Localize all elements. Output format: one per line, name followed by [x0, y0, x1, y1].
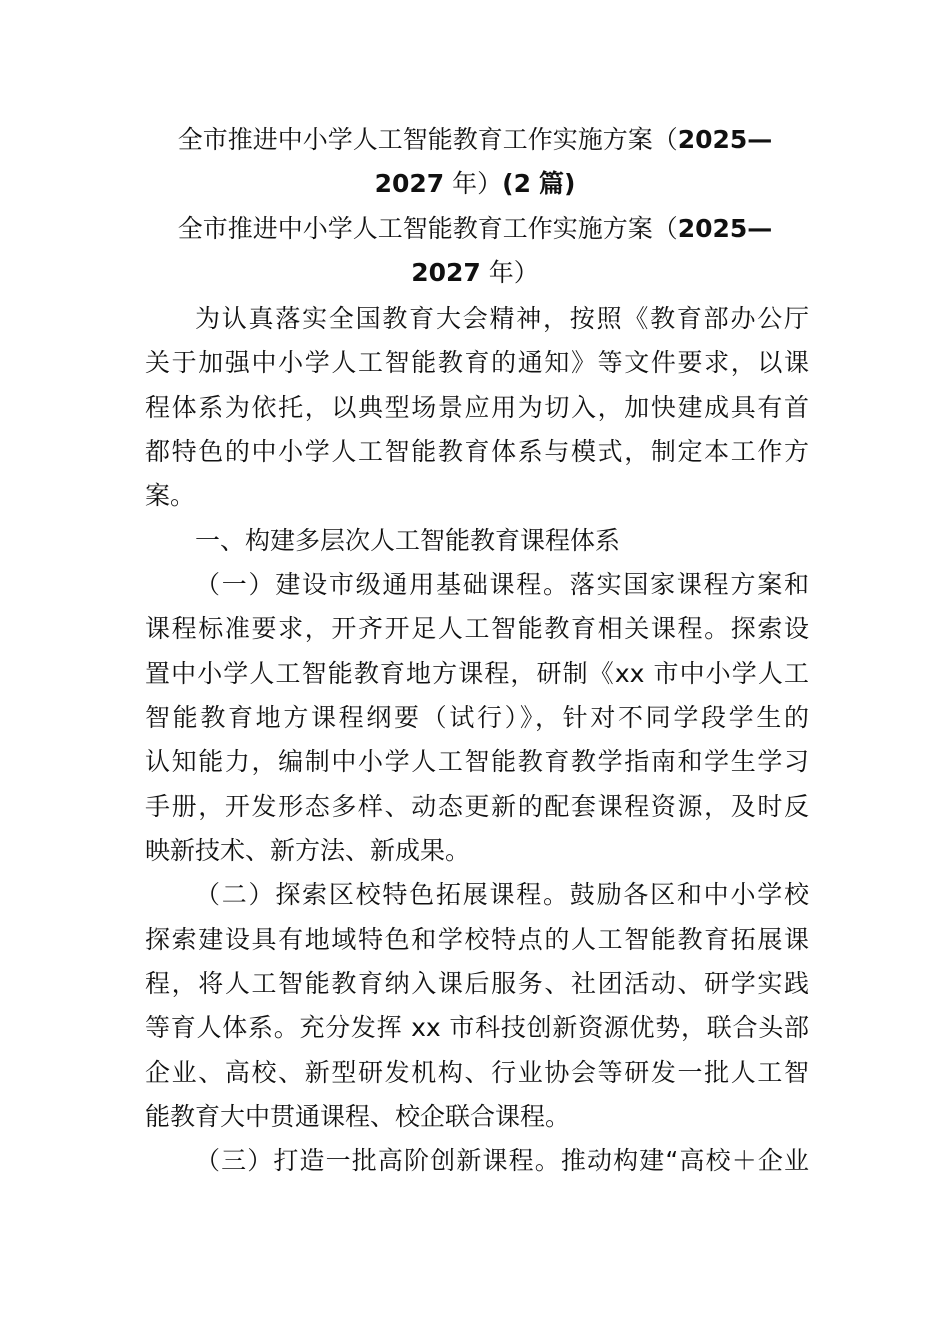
body-line: 探索建设具有地域特色和学校特点的人工智能教育拓展课 — [145, 925, 809, 954]
title-text: 全市推进中小学人工智能教育工作实施方案（ — [177, 125, 678, 154]
title-count-unit: 篇) — [538, 169, 576, 198]
subtitle-line-2 — [0, 251, 950, 295]
body-line: 手册，开发形态多样、动态更新的配套课程资源，及时反 — [145, 792, 809, 821]
section-heading: 一、构建多层次人工智能教育课程体系 — [195, 526, 621, 555]
body-line: （一）建设市级通用基础课程。落实国家课程方案和 — [195, 570, 809, 599]
body-line: 映新技术、新方法、新成果。 — [145, 836, 471, 865]
title-line-2 — [0, 162, 950, 206]
body-line: 案。 — [145, 481, 196, 510]
body-line: 能教育大中贯通课程、校企联合课程。 — [145, 1102, 571, 1131]
body-line: 关于加强中小学人工智能教育的通知》等文件要求，以课 — [145, 348, 809, 377]
body-line: 认知能力，编制中小学人工智能教育教学指南和学生学习 — [145, 747, 809, 776]
subtitle-year: 2027 — [411, 258, 481, 287]
subtitle-year: 2025— — [677, 214, 773, 243]
body-line: 程，将人工智能教育纳入课后服务、社团活动、研学实践 — [145, 969, 809, 998]
body-line: 为认真落实全国教育大会精神，按照《教育部办公厅 — [195, 304, 809, 333]
body-line: 等育人体系。充分发挥 xx 市科技创新资源优势，联合头部 — [145, 1013, 809, 1042]
subtitle-text: 全市推进中小学人工智能教育工作实施方案（ — [177, 214, 678, 243]
body-line: 都特色的中小学人工智能教育体系与模式，制定本工作方 — [145, 437, 809, 466]
body-line: 置中小学人工智能教育地方课程，研制《xx 市中小学人工 — [145, 659, 809, 688]
title-year: 2025— — [677, 125, 773, 154]
title-count: (2 — [502, 169, 531, 198]
title-year: 2027 — [374, 169, 445, 198]
body-line: （三）打造一批高阶创新课程。推动构建“高校＋企业 — [195, 1146, 809, 1175]
body-line: （二）探索区校特色拓展课程。鼓励各区和中小学校 — [195, 880, 809, 909]
body-line: 智能教育地方课程纲要（试行）》，针对不同学段学生的 — [145, 703, 809, 732]
body-line: 程体系为依托，以典型场景应用为切入，加快建成具有首 — [145, 393, 809, 422]
subtitle-line-1 — [0, 207, 950, 251]
body-line: 课程标准要求，开齐开足人工智能教育相关课程。探索设 — [145, 614, 809, 643]
body-line: 企业、高校、新型研发机构、行业协会等研发一批人工智 — [145, 1058, 809, 1087]
title-line-1 — [0, 118, 950, 162]
title-text: 年） — [452, 169, 503, 198]
subtitle-text: 年） — [488, 258, 539, 287]
